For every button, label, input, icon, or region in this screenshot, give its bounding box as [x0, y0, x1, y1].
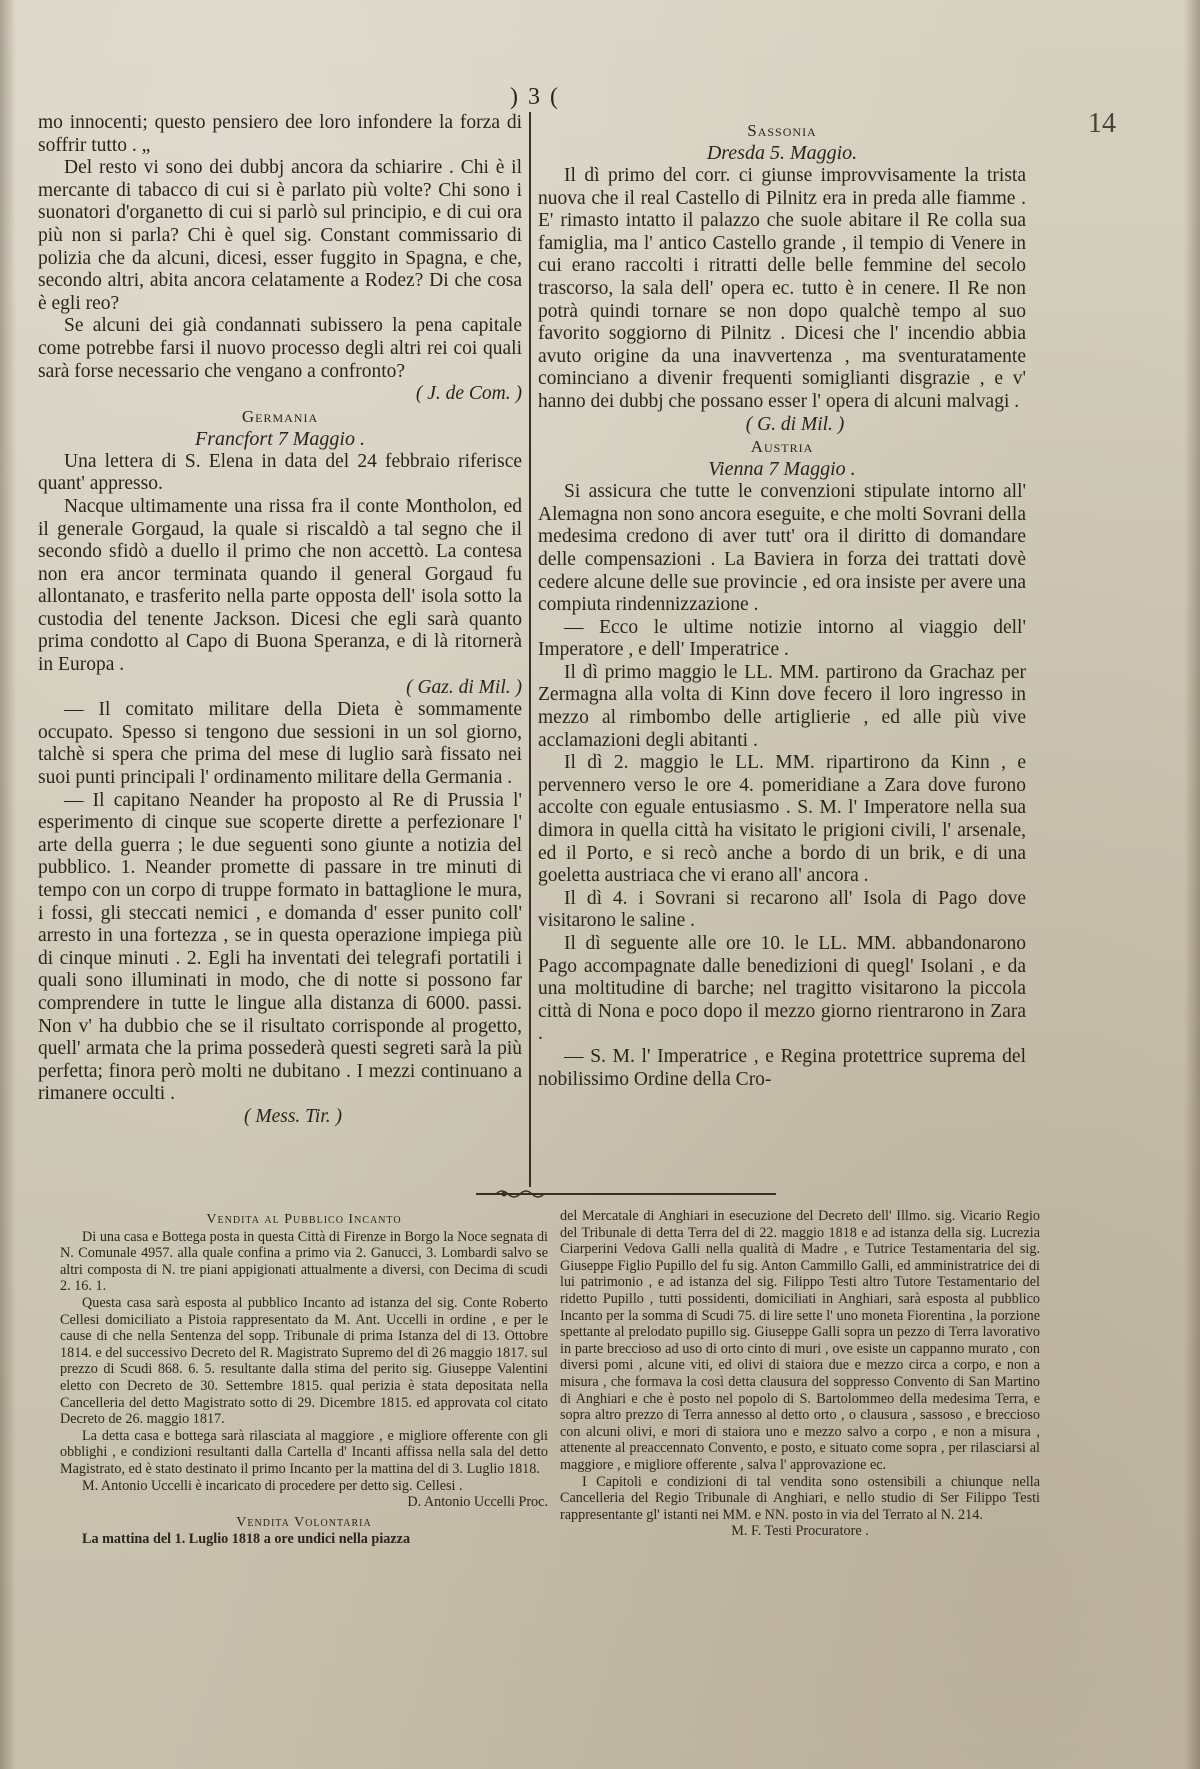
left-edge-shadow — [0, 0, 16, 1769]
notice-heading: Vendita al Pubblico Incanto — [206, 1212, 402, 1227]
page-number: ) 3 ( — [510, 84, 560, 110]
paragraph: Si assicura che tutte le convenzioni stipulate intorno all' Alemagna non sono ancora eseguite, e che molti Sovrani della medesima credono di aver tutt' ora il diritto di domandare delle compensazioni . La Baviera in forza dei trattati dovè cedere alcune delle sue provincie , ed ora insiste per avere una compiuta rindennizzazione . — [538, 481, 1026, 616]
right-column — [538, 120, 1026, 1091]
notice-paragraph: La detta casa e bottega sarà rilasciata al maggiore , e migliore offerente con gli obblighi , e condizioni resultanti dalla Cartella d' Incanti affissa nella sala del detto Magistrato, ed è stato destinato il primo Incanto per la mattina del di 3. Luglio 1818. — [60, 1427, 548, 1477]
paragraph: — Il comitato militare della Dieta è sommamente occupato. Spesso si tengono due sessioni in un sol giorno, talchè si spera che prima del mese di luglio sarà fissato nei suoi punti principali l' ordinamento militare della Germania . — [38, 699, 522, 789]
left-column — [38, 112, 522, 1129]
folio-number: 14 — [1088, 108, 1116, 139]
notice-signature: M. F. Testi Procuratore . — [731, 1523, 869, 1540]
notice-paragraph: Di una casa e Bottega posta in questa Città di Firenze in Borgo la Noce segnata di N. Comunale 4957. alla quale confina a primo via 2. Ganucci, 3. Lombardi salvo se altri composta di N. tre piani appigionati attualmente a diversi, con Decima di scudi 2. 16. 1. — [60, 1228, 548, 1295]
source-citation: ( Mess. Tir. ) — [243, 1105, 343, 1127]
section-heading-germania: Germania — [241, 406, 319, 426]
paragraph: Una lettera di S. Elena in data del 24 febbraio riferisce quant' appresso. — [38, 450, 522, 495]
column-divider — [529, 112, 531, 1187]
section-heading-austria: Austria — [750, 437, 814, 457]
source-citation: ( J. de Com. ) — [415, 383, 522, 405]
notice-paragraph: La mattina del 1. Luglio 1818 a ore undici nella piazza — [82, 1531, 411, 1548]
notice-signature: D. Antonio Uccelli Proc. — [407, 1494, 548, 1511]
paragraph: — Il capitano Neander ha proposto al Re di Prussia l' esperimento di cinque sue scoperte dirette a perfezionare l' arte della guerra ; le due seguenti sono giunte a notizia del pubblico. 1. Neander promette di passare in tre minuti di tempo con un corpo di truppe formato in battaglione le mura, i fossi, gli steccati nemici , e domanda d' esser punito coll' arresto in una fortezza , se in questa operazione impiega più di cinque minuti . 2. Egli ha inventati dei telegrafi portatili i quali sono illuminati in modo, che di notte si possono far comprendere in tutte le lingue alla distanza di 6000. passi. Non v' ha dubbio che se il risultato corrisponde al progetto, quell' armata che la prima possederà questi segreti sarà la più perfetta; finora però molti ne dubitano . I mezzi continuano a rimanere occulti . — [38, 789, 522, 1105]
notices-left — [60, 1212, 548, 1548]
dateline: Dresda 5. Maggio. — [706, 142, 858, 164]
paragraph: — S. M. l' Imperatrice , e Regina protettrice suprema del nobilissimo Ordine della Cro- — [538, 1045, 1026, 1090]
dateline: Francfort 7 Maggio . — [195, 427, 365, 450]
notice-heading: Vendita Volontaria — [236, 1514, 372, 1530]
notice-paragraph: I Capitoli e condizioni di tal vendita sono ostensibili a chiunque nella Cancelleria del Regio Tribunale di Anghiari, e nello studio di Ser Filippo Testi rappresentante gl' istanti nei MM. e NN. posto in via del Terrato al N. 214. — [560, 1473, 1040, 1523]
paragraph: Il dì primo del corr. ci giunse improvvisamente la trista nuova che il real Castello di Pilnitz era in preda alle fiamme . E' rimasto intatto il palazzo che suole abitare il Re colla sua famiglia, ma l' antico Castello grande , il tempio di Venere in cui erano raccolti i ritratti delle belle femmine del secolo trascorso, la sala dell' opera ec. tutto è in cenere. Il Re non potrà quindi tornare se non dopo qualchè tempo al suo favorito soggiorno di Pilnitz . Dicesi che l' incendio abbia avuto origine da una inavvertenza , ma sventuratamente cominciano a divenir frequenti somiglianti disgrazie , e v' hanno dei dubbj che possano esser l' opera di alcuni malvagi . — [538, 165, 1026, 412]
paragraph: mo innocenti; questo pensiero dee loro infondere la forza di soffrir tutto . „ — [38, 112, 522, 156]
notice-paragraph: del Mercatale di Anghiari in esecuzione del Decreto dell' Illmo. sig. Vicario Regio del Tribunale di detta Terra del di 22. maggio 1818 e ad istanza della sig. Lucrezia Ciarperini Vedova Galli nella qualità di Madre , e Tutrice Testamentaria del sig. Giuseppe Figlio Pupillo del fu sig. Anton Cammillo Galli, ed amministratrice dei di lui patrimonio , e ad istanza del sig. Filippo Testi altro Tutore Testamentario del ridetto Pupillo , tutti possidenti, domiciliati in Anghiari, sarà esposta al pubblico Incanto per la somma di Scudi 75. di lire sette l' uno moneta Fiorentina , la porzione spettante al prelodato pupillo sig. Giuseppe Galli sopra un pezzo di Terra lavorativo in parte breccioso ad uso di orto cinto di muri , ove esiste un cappanno murato , con diversi pomi , alcune viti, ed olivi di staiora due e mezzo circa a corpo, e non a misura , che formava la così detta clausura del soppresso Convento di San Martino di Anghiari e che è posto nel popolo di S. Bartolommeo della medesima Terra, e sopra altro prezzo di Terra annesso al detto orto , o clausura , sassoso , e breccioso con alcuni olivi, e mori di staiora uno e mezzo salvo a corpo , e non a misura , attenente al preaccennato Convento, e posto, e situato come sopra , per rilasciarsi al maggiore , e migliore offerente , salva l' approvazione ec. — [560, 1208, 1040, 1473]
source-citation: ( Gaz. di Mil. ) — [406, 676, 522, 698]
section-heading-sassonia: Sassonia — [747, 121, 817, 140]
paragraph: Il dì primo maggio le LL. MM. partirono da Grachaz per Zermagna alla volta di Kinn dove fecero il loro ingresso in mezzo al rimbombo delle artiglierie , ed alle più vive acclamazioni degli abitanti . — [538, 661, 1026, 751]
right-edge-shadow — [1184, 0, 1200, 1769]
paragraph: Il dì 2. maggio le LL. MM. ripartirono da Kinn , e pervennero verso le ore 4. pomeridiane a Zara dove furono accolte con eguale entusiasmo . S. M. l' Imperatore nella sua dimora in quella città ha visitato le prigioni civili, l' arsenale, ed il Porto, e si recò anche a bordo di un brik, e di una goeletta austriaca che vi erano all' ancora . — [538, 752, 1026, 887]
paragraph: Del resto vi sono dei dubbj ancora da schiarire . Chi è il mercante di tabacco di cui si è parlato più volte? Chi sono i suonatori d'organetto di cui si parlò sul principio, e di cui ora più non si parla? Chi è quel sig. Constant commissario di polizia che da alcuni, dicesi, esser fuggito in Spagna, e che, secondo altri, abita ancora celatamente a Rodez? Di che cosa è egli reo? — [38, 157, 522, 314]
ornamental-rule-icon — [476, 1187, 776, 1201]
paragraph: Se alcuni dei già condannati subissero la pena capitale come potrebbe farsi il nuovo processo degli altri rei coi quali sarà forse necessario che vengano a confronto? — [38, 315, 522, 382]
dateline: Vienna 7 Maggio . — [708, 458, 856, 481]
notices-right — [560, 1208, 1040, 1540]
source-citation: ( G. di Mil. ) — [745, 413, 845, 435]
notice-paragraph: Questa casa sarà esposta al pubblico Incanto ad istanza del sig. Conte Roberto Cellesi domiciliato a Pistoia rappresentato da M. Ant. Uccelli in ordine , e per le cause di che nella Sentenza del sopp. Tribunale di prima Istanza del di 13. Ottobre 1814. e del successivo Decreto del R. Magistrato Supremo del dì 26 maggio 1817. sul prezzo di Scudi 868. 6. 5. resultante dalla stima del perito sig. Giuseppe Valentini eletto con Decreto de 30. Settembre 1815. qual perizia è stata depositata nella Cancelleria del detto Magistrato sotto di 29. Dicembre 1815. ed approvata col citato Decreto de 26. maggio 1817. — [60, 1294, 548, 1428]
paragraph: — Ecco le ultime notizie intorno al viaggio dell' Imperatore , e dell' Imperatrice . — [538, 616, 1026, 661]
paragraph: Il dì seguente alle ore 10. le LL. MM. abbandonarono Pago accompagnate dalle benedizioni di quegl' Isolani , e da una moltitudine di barche; nel tragitto visitarono la piccola città di Nona e poco dopo il mezzo giorno rientrarono in Zara . — [538, 933, 1026, 1045]
notice-paragraph: M. Antonio Uccelli è incaricato di procedere per detto sig. Cellesi . — [82, 1477, 463, 1494]
paragraph: Il dì 4. i Sovrani si recarono all' Isola di Pago dove visitarono le saline . — [538, 887, 1026, 932]
paragraph: Nacque ultimamente una rissa fra il conte Montholon, ed il generale Gorgaud, la quale si riscaldò a tal segno che il secondo sfidò a duello il primo che non accettò. La contesa non era ancor terminata quando il general Gorgaud fu allontanato, e trasferito nella parte opposta dell' isola sotto la custodia del tenente Jackson. Dicesi che egli sarà quanto prima condotto al Capo di Buona Speranza, e di là ritornerà in Europa . — [38, 495, 522, 676]
